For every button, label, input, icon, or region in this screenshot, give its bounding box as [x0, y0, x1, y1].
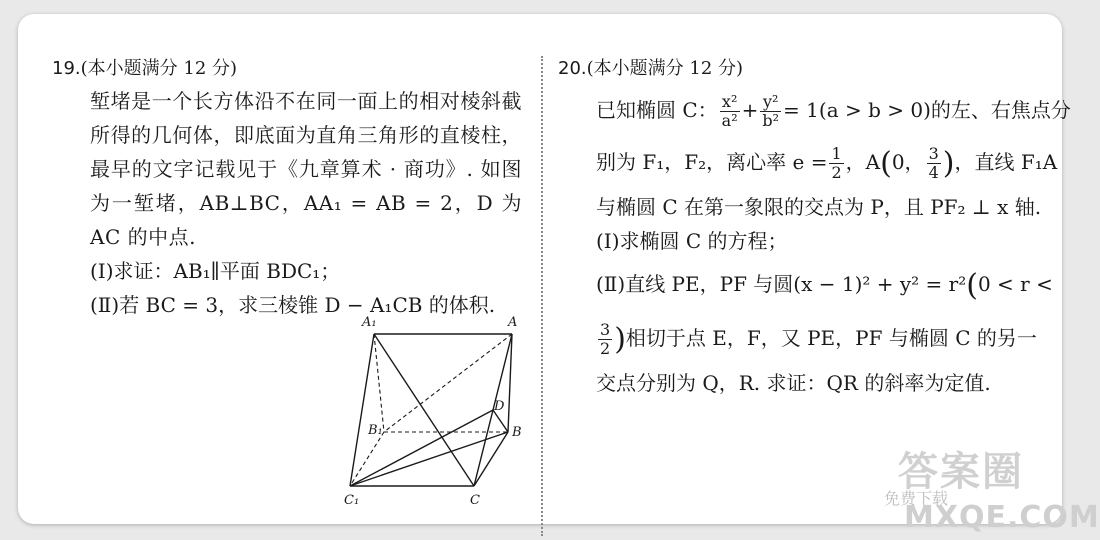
paren-close-2: ): [614, 322, 626, 357]
edge-c1-d: [350, 410, 493, 486]
q19-prism-figure: [334, 306, 534, 512]
column-divider: [541, 56, 543, 536]
label-c1: C₁: [344, 493, 360, 508]
e-den: 2: [831, 163, 842, 182]
q20-l6b: 相切于点 E，F，又 PE，PF 与椭圆 C 的另一: [625, 326, 1037, 350]
q20-l2c: 0，: [891, 150, 925, 174]
q20-l1a: 已知椭圆 C：: [596, 98, 718, 122]
edge-b1-c1-dashed: [350, 432, 384, 486]
q20-l5b: 0 < r <: [977, 272, 1053, 296]
q20-l2d: ，直线 F₁A: [954, 150, 1058, 174]
q19-number: 19.: [52, 58, 81, 79]
r-den: 2: [600, 339, 611, 358]
r-num: 3: [600, 320, 611, 339]
e-num: 1: [831, 144, 842, 163]
q19-header-line: [52, 54, 522, 84]
frac-r-bound: [598, 321, 612, 358]
q20-line2: [596, 136, 1058, 190]
watermark-line3: MXQE.COM: [904, 500, 1100, 535]
q20-line7: 交点分别为 Q，R. 求证：QR 的斜率为定值.: [596, 371, 991, 395]
paren-close: ): [942, 146, 955, 181]
q20-line3: 与椭圆 C 在第一象限的交点为 P，且 PF₂ ⊥ x 轴.: [596, 195, 1042, 219]
frac-b2: b²: [762, 111, 780, 130]
q20-header: (本小题满分 12 分): [586, 58, 744, 79]
q20-line6: [596, 312, 1037, 366]
question-20: [558, 54, 1071, 400]
edge-c1-b: [350, 432, 508, 486]
paren-open-2: (: [966, 268, 978, 303]
q20-l1b: = 1(a > b > 0)的左、右焦点分: [783, 98, 1071, 122]
q20-line1: [596, 84, 1071, 136]
edge-c-b: [474, 432, 508, 486]
frac-x2: x²: [720, 93, 740, 112]
watermark-line2: 免费下载: [884, 489, 949, 508]
question-19: [52, 54, 522, 322]
q20-part1: (Ⅰ)求椭圆 C 的方程；: [596, 229, 788, 253]
a-num: 3: [928, 144, 939, 163]
q19-part2: (Ⅱ)若 BC = 3，求三棱锥 D − A₁CB 的体积.: [90, 293, 496, 317]
label-a1: A₁: [362, 315, 377, 330]
plus-sign: +: [741, 98, 759, 122]
label-b1: B₁: [368, 423, 383, 438]
frac-eccentricity: [829, 145, 843, 182]
q20-l2b: ，A: [845, 150, 881, 174]
label-b: B: [512, 425, 522, 440]
watermark: [880, 440, 1100, 536]
q19-part1: (Ⅰ)求证：AB₁∥平面 BDC₁；: [90, 259, 341, 283]
q19-paragraph: 堑堵是一个长方体沿不在同一面上的相对棱斜截所得的几何体，即底面为直角三角形的直棱柱，最早的文字记载见于《九章算术 · 商功》. 如图为一堑堵，AB⊥BC，AA₁ = AB = 2，D 为 AC 的中点.: [90, 89, 522, 249]
frac-a2: a²: [721, 111, 738, 130]
q20-l5: (Ⅱ)直线 PE，PF 与圆(x − 1)² + y² = r²: [596, 272, 967, 296]
frac-x2-a2: [720, 93, 740, 130]
label-c: C: [470, 493, 480, 508]
edge-a1-c1: [350, 334, 374, 486]
q20-header-line: [558, 54, 1028, 84]
q19-header: (本小题满分 12 分): [80, 58, 238, 79]
edge-a-b1-dashed: [384, 334, 512, 432]
frac-y2-b2: [760, 93, 781, 130]
frac-a-y: [927, 145, 941, 182]
q20-line5: [596, 258, 1053, 312]
a-den: 4: [928, 163, 939, 182]
label-a: A: [508, 315, 518, 330]
q20-l2a: 别为 F₁，F₂，离心率 e =: [596, 150, 828, 174]
edge-a1-c: [374, 334, 474, 486]
edge-a1-b1-dashed: [374, 334, 384, 432]
paren-open: (: [880, 146, 892, 181]
frac-y2: y²: [760, 93, 781, 112]
q20-number: 20.: [558, 58, 587, 79]
watermark-line1: 答案圈: [898, 449, 1024, 495]
label-d: D: [494, 399, 505, 414]
